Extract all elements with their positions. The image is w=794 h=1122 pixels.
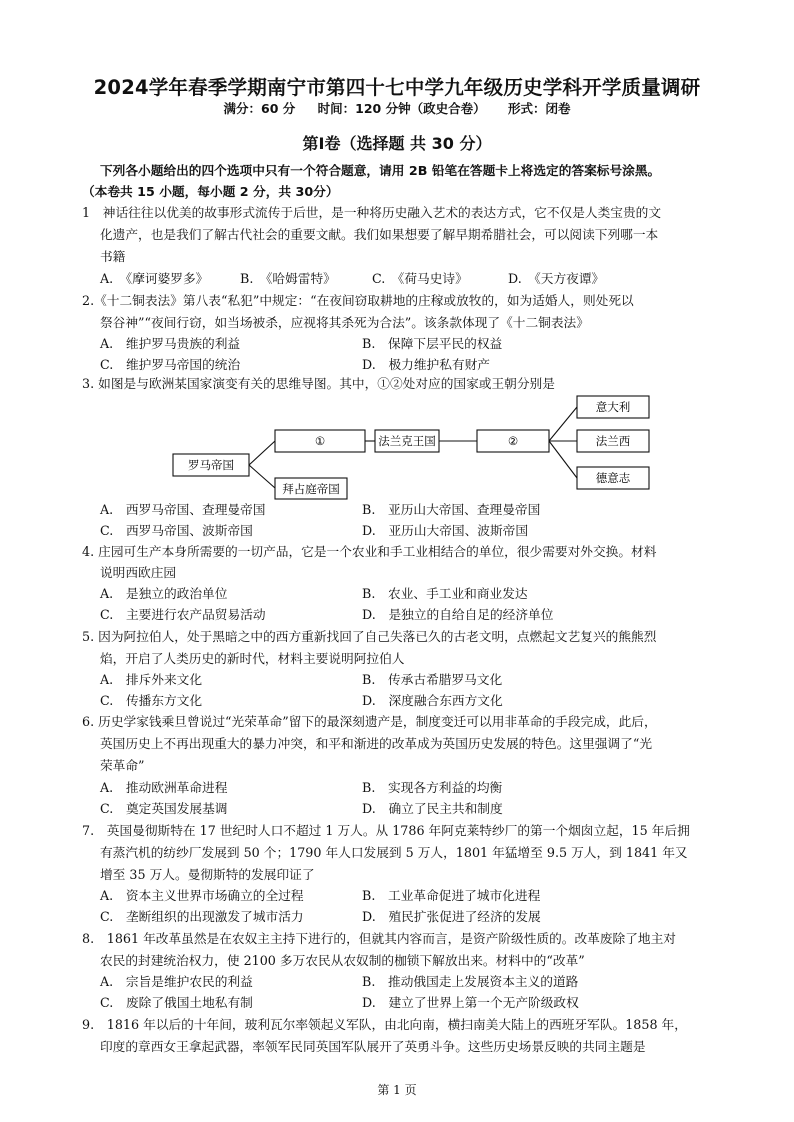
q9-line-2: 印度的章西女王拿起武器，率领军民同英国军队展开了英勇斗争。这些历史场景反映的共同主题是 xyxy=(100,1039,646,1054)
q7-line-1: 7. 英国曼彻斯特在 17 世纪时人口不超过 1 万人。从 1786 年阿克莱特纱厂的第一个烟囱立起，15 年后拥 xyxy=(82,823,690,838)
q1-option-d: D. 《天方夜谭》 xyxy=(508,271,605,286)
q7-option-b: B. 工业革命促进了城市化进程 xyxy=(362,888,541,903)
q2-option-d: D. 极力维护私有财产 xyxy=(362,357,490,372)
q7-option-c: C. 垄断组织的出现激发了城市活力 xyxy=(100,909,304,924)
q5-option-b: B. 传承古希腊罗马文化 xyxy=(362,672,503,687)
q5-line-1: 5. 因为阿拉伯人，处于黑暗之中的西方重新找回了自己失落已久的古老文明，点燃起文艺复兴的熊熊烈 xyxy=(82,629,657,644)
node-germany-label: 德意志 xyxy=(595,471,631,485)
q2-line-2: 祭谷神”“夜间行窃，如当场被杀，应视将其杀死为合法”。该条款体现了《十二铜表法》 xyxy=(100,315,589,330)
node-frankish-label: 法兰克王国 xyxy=(378,434,436,448)
q3-line-1: 3. 如图是与欧洲某国家演变有关的思维导图。其中，①②处对应的国家或王朝分别是 xyxy=(82,376,555,391)
q8-option-a: A. 宗旨是维护农民的利益 xyxy=(100,974,253,989)
full-marks: 满分：60 分 xyxy=(223,101,296,116)
q6-option-a: A. 推动欧洲革命进程 xyxy=(100,780,228,795)
q6-line-1: 6. 历史学家钱乘旦曾说过“光荣革命”留下的最深刻遗产是，制度变迁可以用非革命的手段完成，此后， xyxy=(82,714,657,729)
q1-line-1: 1 神话往往以优美的故事形式流传于后世，是一种将历史融入艺术的表达方式，它不仅是人类宝贵的文 xyxy=(82,205,662,220)
q3-option-d: D. 亚历山大帝国、波斯帝国 xyxy=(362,523,529,538)
q8-option-c: C. 废除了俄国土地私有制 xyxy=(100,995,253,1010)
q3-mind-map xyxy=(165,392,695,502)
q6-line-2: 英国历史上不再出现重大的暴力冲突，和平和渐进的改革成为英国历史发展的特色。这里强调了“光 xyxy=(100,736,653,751)
q4-line-2: 说明西欧庄园 xyxy=(100,565,177,580)
q5-option-a: A. 排斥外来文化 xyxy=(100,672,203,687)
q5-line-2: 焰，开启了人类历史的新时代，材料主要说明阿拉伯人 xyxy=(100,651,405,666)
q6-option-c: C. 奠定英国发展基调 xyxy=(100,801,228,816)
q3-option-a: A. 西罗马帝国、查理曼帝国 xyxy=(100,502,266,517)
q4-line-1: 4. 庄园可生产本身所需要的一切产品，它是一个农业和手工业相结合的单位，很少需要对外交换。材料 xyxy=(82,544,657,559)
q2-option-a: A. 维护罗马贵族的利益 xyxy=(100,336,241,351)
node-italy-label: 意大利 xyxy=(595,400,631,414)
q8-line-2: 农民的封建统治权力，使 2100 多万农民从农奴制的枷锁下解放出来。材料中的“改革” xyxy=(100,953,585,968)
node-slot-2-label: ② xyxy=(507,434,519,448)
q1-line-3: 书籍 xyxy=(100,249,126,264)
q6-option-b: B. 实现各方利益的均衡 xyxy=(362,780,503,795)
q4-option-a: A. 是独立的政治单位 xyxy=(100,586,228,601)
q2-option-b: B. 保障下层平民的权益 xyxy=(362,336,503,351)
exam-time: 时间：120 分钟（政史合卷） xyxy=(317,101,486,116)
q7-line-3: 增至 35 万人。曼彻斯特的发展印证了 xyxy=(100,867,315,882)
node-slot-1-label: ① xyxy=(314,434,326,448)
q8-option-d: D. 建立了世界上第一个无产阶级政权 xyxy=(362,995,579,1010)
q2-option-c: C. 维护罗马帝国的统治 xyxy=(100,357,241,372)
exam-format: 形式：闭卷 xyxy=(507,101,571,116)
q6-line-3: 荣革命” xyxy=(100,758,145,773)
q2-line-1: 2.《十二铜表法》第八表“私犯”中规定：“在夜间窃取耕地的庄稼或放牧的，如为适婚人，则处死以 xyxy=(82,293,634,308)
q9-line-1: 9. 1816 年以后的十年间，玻利瓦尔率领起义军队，由北向南，横扫南美大陆上的西班牙军队。1858 年， xyxy=(82,1017,687,1032)
q1-option-c: C. 《荷马史诗》 xyxy=(372,271,468,286)
page-number: 第 1 页 xyxy=(377,1083,417,1097)
node-roman-empire-label: 罗马帝国 xyxy=(188,458,234,472)
q7-line-2: 有蒸汽机的纺纱厂发展到 50 个；1790 年人口发展到 5 万人，1801 年猛增至 9.5 万人，到 1841 年又 xyxy=(100,845,688,860)
q5-option-d: D. 深度融合东西方文化 xyxy=(362,693,503,708)
q1-option-b: B. 《哈姆雷特》 xyxy=(240,271,336,286)
q6-option-d: D. 确立了民主共和制度 xyxy=(362,801,503,816)
node-byzantine-label: 拜占庭帝国 xyxy=(282,482,340,496)
node-france-label: 法兰西 xyxy=(595,434,631,448)
q4-option-d: D. 是独立的自给自足的经济单位 xyxy=(362,607,554,622)
q7-option-a: A. 资本主义世界市场确立的全过程 xyxy=(100,888,304,903)
q8-option-b: B. 推动俄国走上发展资本主义的道路 xyxy=(362,974,579,989)
exam-meta xyxy=(0,99,794,117)
q3-option-c: C. 西罗马帝国、波斯帝国 xyxy=(100,523,253,538)
q1-line-2: 化遗产，也是我们了解古代社会的重要文献。我们如果想要了解早期希腊社会，可以阅读下列哪一本 xyxy=(100,227,659,242)
q5-option-c: C. 传播东方文化 xyxy=(100,693,203,708)
exam-title: 2024学年春季学期南宁市第四十七中学九年级历史学科开学质量调研 xyxy=(93,76,701,99)
q1-option-a: A. 《摩诃婆罗多》 xyxy=(100,271,209,286)
q8-line-1: 8. 1861 年改革虽然是在农奴主主持下进行的，但就其内容而言，是资产阶级性质的。改革废除了地主对 xyxy=(82,931,676,946)
q4-option-b: B. 农业、手工业和商业发达 xyxy=(362,586,528,601)
q4-option-c: C. 主要进行农产品贸易活动 xyxy=(100,607,266,622)
instruction-line-2: （本卷共 15 小题，每小题 2 分，共 30分） xyxy=(82,184,339,199)
q7-option-d: D. 殖民扩张促进了经济的发展 xyxy=(362,909,541,924)
instruction-line-1: 下列各小题给出的四个选项中只有一个符合题意，请用 2B 铅笔在答题卡上将选定的答案标号涂黑。 xyxy=(100,163,661,178)
section-title: 第Ⅰ卷（选择题 共 30 分） xyxy=(302,134,492,153)
q3-option-b: B. 亚历山大帝国、查理曼帝国 xyxy=(362,502,541,517)
